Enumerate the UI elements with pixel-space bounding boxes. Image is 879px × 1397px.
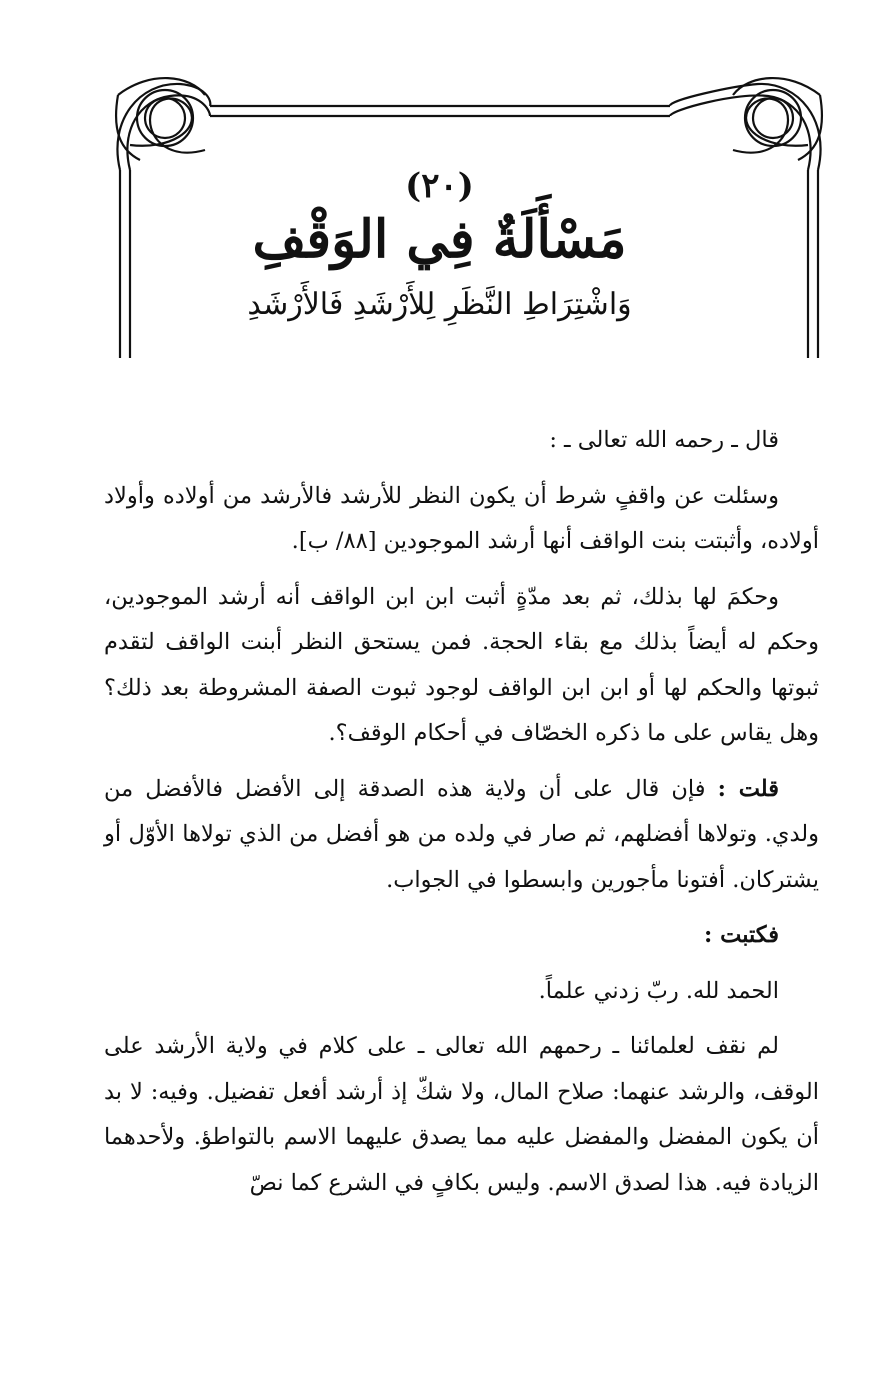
chapter-subtitle: وَاشْتِرَاطِ النَّظَرِ لِلأَرْشَدِ فَالأَرْشَدِ	[247, 287, 632, 322]
paragraph-question-1: وسئلت عن واقفٍ شرط أن يكون النظر للأرشد فالأرشد من أولاده وأولاد أولاده، وأثبتت بنت الواقف أنها أرشد الموجودين [٨٨/ ب].	[104, 482, 819, 554]
fakatabt-label: فكتبت :	[704, 922, 779, 948]
paragraph-hamd: الحمد لله. ربّ زدني علماً.	[538, 977, 779, 1004]
paragraph-question-2: وحكمَ لها بذلك، ثم بعد مدّةٍ أثبت ابن ابن الواقف أنه أرشد الموجودين، وحكم له أيضاً بذلك مع بقاء الحجة. فمن يستحق النظر أبنت الواقف لتقدم ثبوتها والحكم لها أو ابن ابن الواقف لوجود ثبوت الصفة المشروطة بعد ذلك؟ وهل يقاس على ما ذكره الخصّاف في أحكام الوقف؟.	[104, 583, 819, 746]
paragraph-answer: لم نقف لعلمائنا ـ رحمهم الله تعالى ـ على كلام في ولاية الأرشد على الوقف، والرشد عنهما: صلاح المال، ولا شكّ إذ أرشد أفعل تفضيل. وفيه: لا بد أن يكون المفضل والمفضل عليه مما يصدق عليهما الاسم بالتواطؤ. ولأحدهما الزيادة فيه. هذا لصدق الاسم. وليس بكافٍ في الشرع كما نصّ	[104, 1033, 819, 1196]
qult-label: قلت :	[717, 775, 780, 802]
paragraph-question-3-text: فإن قال على أن ولاية هذه الصدقة إلى الأفضل فالأفضل من ولدي. وتولاها أفضلهم، ثم صار في ولده من هو أفضل من الذي تولاها الأوّل أو يشتركان. أفتونا مأجورين وابسطوا في الجواب.	[104, 775, 819, 893]
body-text	[104, 418, 819, 1216]
paragraph-question-3	[104, 767, 819, 904]
paragraph-fakatabt	[104, 913, 819, 959]
chapter-title: مَسْأَلَةٌ فِي الوَقْفِ	[252, 209, 627, 270]
chapter-number: (٢٠)	[405, 166, 474, 206]
paragraph-intro: قال ـ رحمه الله تعالى ـ :	[549, 427, 779, 453]
